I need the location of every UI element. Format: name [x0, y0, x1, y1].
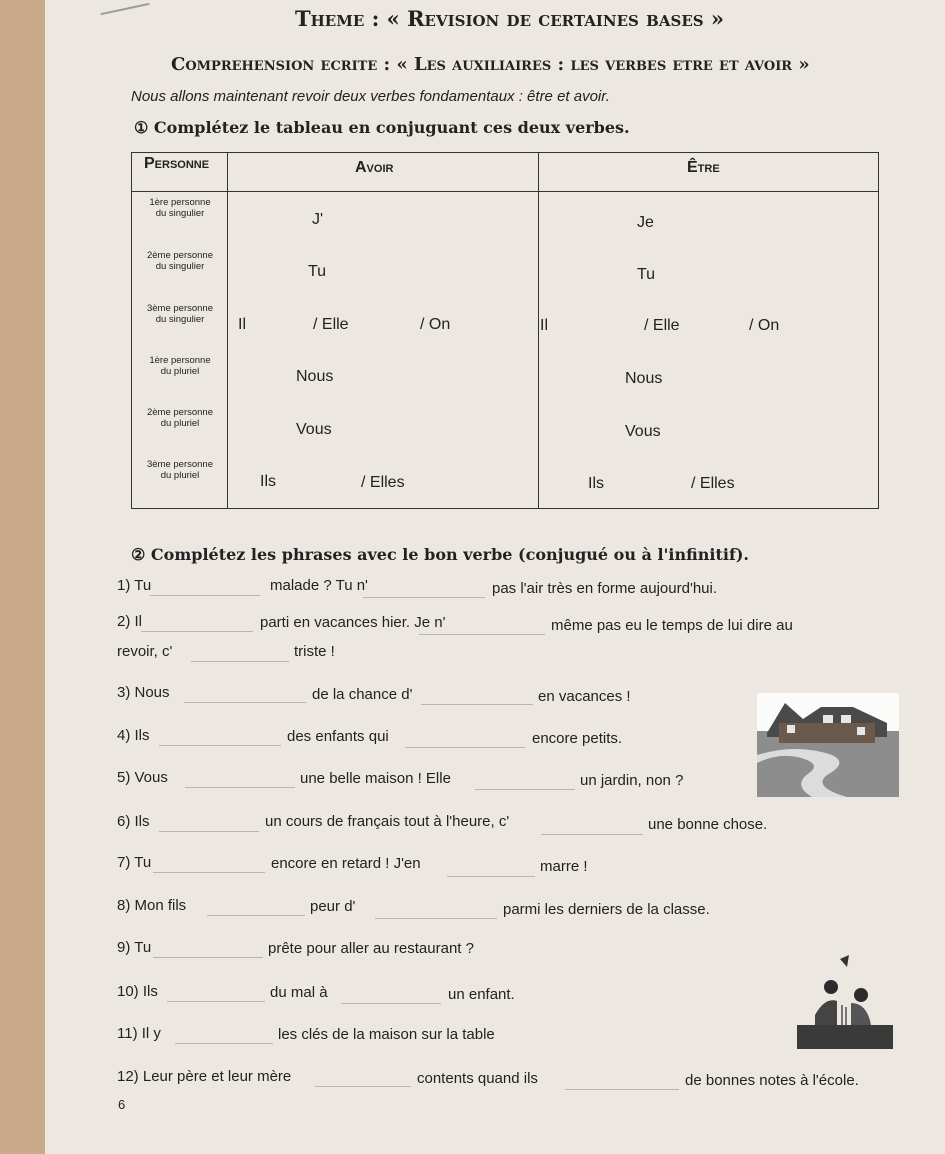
person-2p: 2ème personne du pluriel	[146, 407, 214, 429]
person-3p: 3ème personne du pluriel	[146, 459, 214, 481]
etre-3s-il: Il	[540, 317, 548, 334]
header-avoir: Avoir	[355, 159, 394, 176]
sentence-5-start: 5) Vous	[117, 769, 168, 786]
page-number: 6	[118, 1097, 126, 1112]
sentence-9-end: prête pour aller au restaurant ?	[268, 940, 474, 957]
sentence-12-start: 12) Leur père et leur mère	[117, 1068, 292, 1085]
avoir-2s: Tu	[308, 263, 327, 280]
sentence-2b-end: triste !	[294, 643, 335, 660]
sentence-1-end: pas l'air très en forme aujourd'hui.	[492, 580, 718, 597]
exercise1-instruction: ① Complétez le tableau en conjuguant ces deux verbes.	[134, 118, 630, 137]
etre-2s: Tu	[637, 266, 656, 283]
etre-3p-ils: Ils	[588, 475, 604, 492]
sentence-7-middle: encore en retard ! J'en	[271, 855, 421, 872]
sentence-2-start: 2) Il	[117, 613, 143, 630]
sentence-11-end: les clés de la maison sur la table	[278, 1026, 495, 1043]
sentence-4-middle: des enfants qui	[287, 728, 389, 745]
sentence-1-start: 1) Tu	[117, 577, 152, 594]
header-personne: Personne	[144, 155, 210, 172]
sentence-12-end: de bonnes notes à l'école.	[685, 1072, 859, 1089]
avoir-3p-ils: Ils	[260, 473, 276, 490]
sentence-8-start: 8) Mon fils	[117, 897, 187, 914]
sentence-12-middle: contents quand ils	[417, 1070, 538, 1087]
avoir-2p: Vous	[296, 421, 332, 438]
etre-1p: Nous	[625, 370, 663, 387]
sentence-9-start: 9) Tu	[117, 939, 152, 956]
conjugation-table	[131, 152, 879, 509]
person-1p: 1ère personne du pluriel	[149, 355, 211, 377]
etre-1s: Je	[637, 214, 654, 231]
person-3s: 3ème personne du singulier	[146, 303, 214, 325]
etre-3s-on: / On	[749, 317, 780, 334]
sentence-6-middle: un cours de français tout à l'heure, c'	[265, 813, 510, 830]
header-etre: Être	[687, 159, 720, 176]
sentence-4-start: 4) Ils	[117, 727, 150, 744]
sentence-5-end: un jardin, non ?	[580, 772, 684, 789]
sentence-4-end: encore petits.	[532, 730, 623, 747]
worksheet-page	[45, 0, 945, 1154]
sentence-2-end: même pas eu le temps de lui dire au	[551, 617, 793, 634]
sentence-3-middle: de la chance d'	[312, 686, 413, 703]
sentence-2-middle: parti en vacances hier. Je n'	[260, 614, 446, 631]
etre-2p: Vous	[625, 423, 661, 440]
exercise2-instruction: ② Complétez les phrases avec le bon verbe (conjugué ou à l'infinitif).	[131, 545, 749, 564]
avoir-3s-il: Il	[238, 316, 246, 333]
sentence-6-start: 6) Ils	[117, 813, 150, 830]
sentence-7-start: 7) Tu	[117, 854, 152, 871]
sentence-7-end: marre !	[540, 858, 588, 875]
sentence-8-middle: peur d'	[310, 898, 356, 915]
section-title: Comprehension ecrite : « Les auxiliaires : les verbes etre et avoir »	[171, 54, 810, 75]
avoir-3s-elle: / Elle	[313, 316, 349, 333]
theme-title: Theme : « Revision de certaines bases »	[295, 6, 725, 31]
sentence-6-end: une bonne chose.	[648, 816, 768, 833]
sentence-1-middle: malade ? Tu n'	[270, 577, 368, 594]
etre-3s-elle: / Elle	[644, 317, 680, 334]
avoir-1s: J'	[312, 211, 324, 228]
sentence-2b-start: revoir, c'	[117, 643, 173, 660]
sentence-8-end: parmi les derniers de la classe.	[503, 901, 710, 918]
couple-dining-picture	[785, 945, 893, 1050]
sentence-10-end: un enfant.	[448, 986, 515, 1003]
house-picture	[757, 693, 899, 797]
person-1s: 1ère personne du singulier	[149, 197, 211, 219]
avoir-3p-elles: / Elles	[361, 474, 405, 491]
pencil-mark	[100, 3, 149, 15]
sentence-10-start: 10) Ils	[117, 983, 158, 1000]
etre-3p-elles: / Elles	[691, 475, 735, 492]
intro-text: Nous allons maintenant revoir deux verbes fondamentaux : être et avoir.	[131, 88, 610, 105]
avoir-3s-on: / On	[420, 316, 451, 333]
avoir-1p: Nous	[296, 368, 334, 385]
sentence-3-end: en vacances !	[538, 688, 631, 705]
sentence-11-start: 11) Il y	[117, 1025, 161, 1042]
sentence-10-middle: du mal à	[270, 984, 328, 1001]
sentence-3-start: 3) Nous	[117, 684, 170, 701]
person-2s: 2ème personne du singulier	[146, 250, 214, 272]
sentence-5-middle: une belle maison ! Elle	[300, 770, 451, 787]
